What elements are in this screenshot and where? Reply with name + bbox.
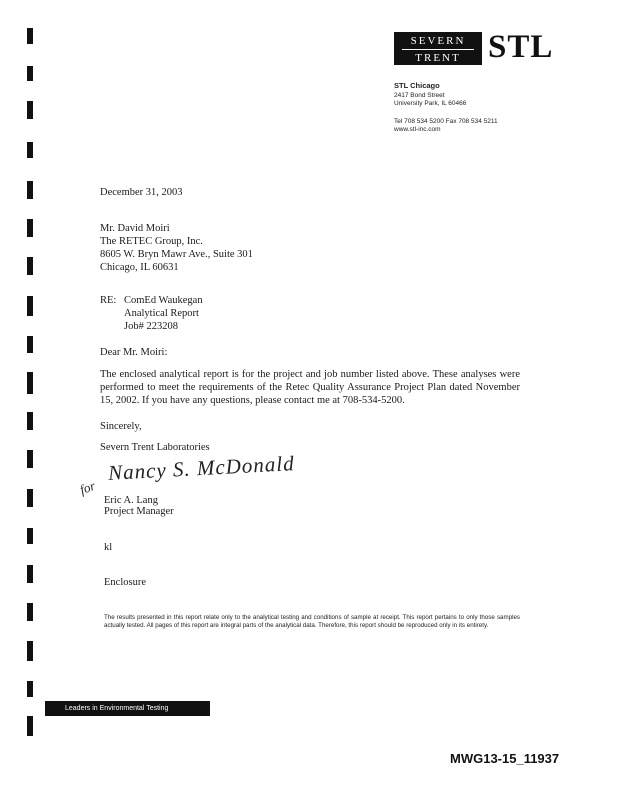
lab-name: STL Chicago <box>394 81 440 90</box>
re-line: Job# 223208 <box>124 321 178 332</box>
binding-mark <box>27 372 33 394</box>
enclosure-note: Enclosure <box>104 577 146 588</box>
recipient-line: Mr. David Moiri <box>100 223 170 234</box>
recipient-line: 8605 W. Bryn Mawr Ave., Suite 301 <box>100 249 253 260</box>
re-block <box>124 294 203 333</box>
binding-mark <box>27 528 33 544</box>
report-disclaimer: The results presented in this report relate only to the analytical testing and conditions of sample at receipt. This report pertains to only those samples actually tested. All pages of this report are integral parts of the analytical data. Therefore, this report should be reproduced only in its entirety. <box>104 614 520 629</box>
re-line: ComEd Waukegan <box>124 295 203 306</box>
binding-mark <box>27 101 33 119</box>
binding-mark <box>27 336 33 353</box>
signer-title: Project Manager <box>104 506 174 517</box>
handwritten-signature: Nancy S. McDonald <box>107 451 296 485</box>
lab-website: www.stl-inc.com <box>394 126 441 133</box>
for-mark: for <box>77 477 98 498</box>
binding-mark <box>27 142 33 158</box>
logo-divider <box>402 49 474 50</box>
binding-mark <box>27 603 33 621</box>
letter-body-paragraph: The enclosed analytical report is for the project and job number listed above. These analyses were performed to meet the requirements of the Retec Quality Assurance Project Plan dated November 15, 2002. If you have any questions, please contact me at 708-534-5200. <box>100 369 520 406</box>
recipient-address <box>100 222 253 274</box>
lab-city: University Park, IL 60466 <box>394 100 467 107</box>
binding-mark <box>27 28 33 44</box>
lab-phones: Tel 708 534 5200 Fax 708 534 5211 <box>394 118 498 125</box>
bates-number: MWG13-15_11937 <box>450 751 560 766</box>
salutation: Dear Mr. Moiri: <box>100 347 168 358</box>
recipient-line: Chicago, IL 60631 <box>100 262 179 273</box>
signer-name: Eric A. Lang <box>104 495 158 506</box>
binding-mark <box>27 450 33 468</box>
stl-logo-text: STL <box>488 29 554 65</box>
re-line: Analytical Report <box>124 308 199 319</box>
letter-date: December 31, 2003 <box>100 187 183 198</box>
typist-initials: kl <box>104 542 113 553</box>
binding-mark <box>27 181 33 199</box>
binding-mark <box>27 412 33 430</box>
company-name: Severn Trent Laboratories <box>100 442 210 453</box>
footer-tagline-bar: Leaders in Environmental Testing <box>45 701 210 716</box>
logo-trent: TRENT <box>415 52 461 64</box>
binding-mark <box>27 489 33 507</box>
binding-mark <box>27 681 33 697</box>
binding-mark <box>27 219 33 237</box>
re-label: RE: <box>100 295 117 306</box>
closing: Sincerely, <box>100 421 142 432</box>
binding-mark <box>27 257 33 275</box>
binding-mark <box>27 716 33 736</box>
binding-mark <box>27 641 33 661</box>
logo-severn: SEVERN <box>410 35 466 47</box>
binding-mark <box>27 66 33 81</box>
binding-mark <box>27 296 33 316</box>
recipient-line: The RETEC Group, Inc. <box>100 236 203 247</box>
binding-mark <box>27 565 33 583</box>
lab-street: 2417 Bond Street <box>394 92 445 99</box>
severn-trent-logo <box>394 32 482 65</box>
